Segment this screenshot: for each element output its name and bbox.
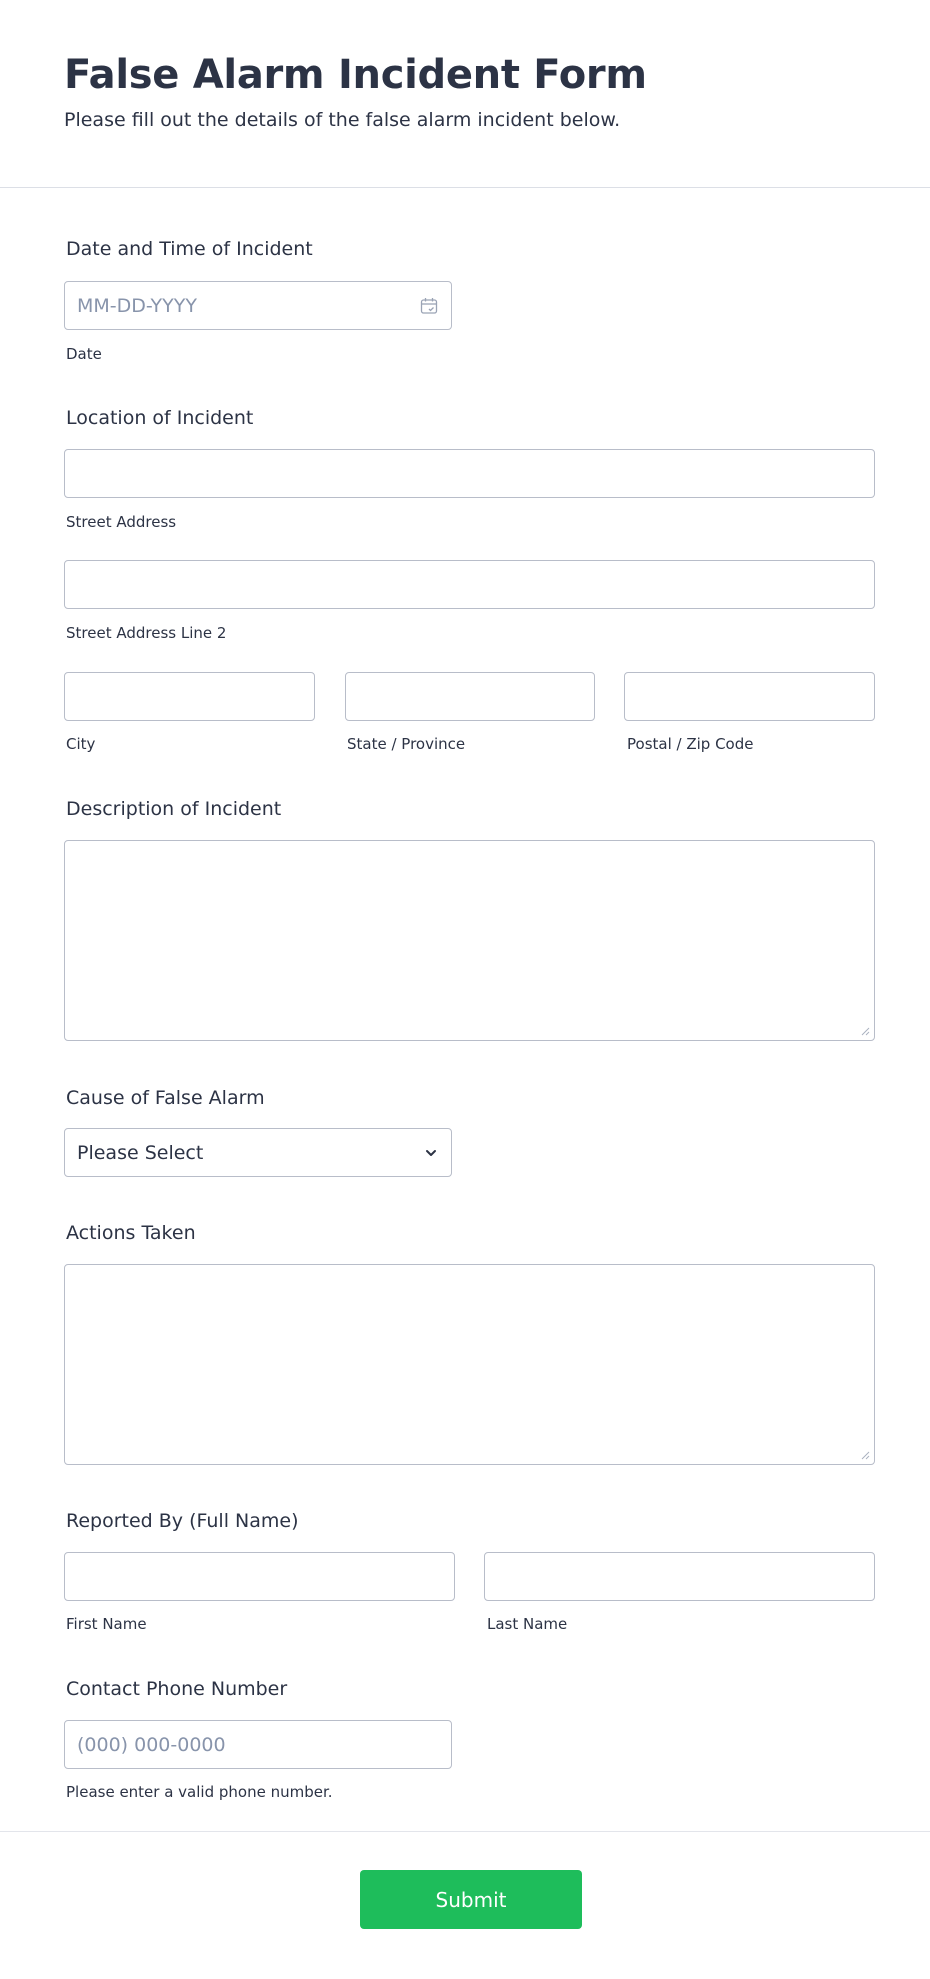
resize-handle-icon[interactable] bbox=[860, 1450, 870, 1460]
last-name-sublabel: Last Name bbox=[487, 1615, 568, 1633]
phone-placeholder: (000) 000-0000 bbox=[77, 1733, 226, 1756]
city-input[interactable] bbox=[64, 672, 315, 721]
first-name-sublabel: First Name bbox=[66, 1615, 147, 1633]
zip-code-input[interactable] bbox=[624, 672, 875, 721]
cause-select[interactable] bbox=[64, 1128, 452, 1177]
city-sublabel: City bbox=[66, 735, 96, 753]
cause-selected-value: Please Select bbox=[77, 1141, 204, 1164]
form-header bbox=[0, 0, 930, 188]
description-textarea[interactable] bbox=[64, 840, 875, 1041]
date-label: Date and Time of Incident bbox=[66, 238, 313, 260]
page-title: False Alarm Incident Form bbox=[64, 52, 647, 98]
street-address-sublabel: Street Address bbox=[66, 513, 177, 531]
phone-input[interactable] bbox=[64, 1720, 452, 1769]
actions-textarea[interactable] bbox=[64, 1264, 875, 1465]
date-sublabel: Date bbox=[66, 345, 102, 363]
actions-label: Actions Taken bbox=[66, 1222, 196, 1244]
street-address-line2-sublabel: Street Address Line 2 bbox=[66, 624, 227, 642]
zip-code-sublabel: Postal / Zip Code bbox=[627, 735, 754, 753]
date-input[interactable] bbox=[64, 281, 452, 330]
submit-button[interactable]: Submit bbox=[360, 1870, 582, 1929]
street-address-line2-input[interactable] bbox=[64, 560, 875, 609]
resize-handle-icon[interactable] bbox=[860, 1026, 870, 1036]
phone-label: Contact Phone Number bbox=[66, 1678, 288, 1700]
date-placeholder: MM-DD-YYYY bbox=[77, 294, 197, 317]
page-subtitle: Please fill out the details of the false alarm incident below. bbox=[64, 109, 621, 131]
footer-divider bbox=[0, 1831, 930, 1832]
first-name-input[interactable] bbox=[64, 1552, 455, 1601]
street-address-input[interactable] bbox=[64, 449, 875, 498]
calendar-icon[interactable] bbox=[420, 297, 438, 315]
cause-label: Cause of False Alarm bbox=[66, 1087, 265, 1109]
location-label: Location of Incident bbox=[66, 407, 254, 429]
phone-hint: Please enter a valid phone number. bbox=[66, 1783, 333, 1801]
state-sublabel: State / Province bbox=[347, 735, 466, 753]
state-input[interactable] bbox=[345, 672, 595, 721]
chevron-down-icon[interactable] bbox=[423, 1145, 439, 1161]
reporter-label: Reported By (Full Name) bbox=[66, 1510, 299, 1532]
description-label: Description of Incident bbox=[66, 798, 282, 820]
last-name-input[interactable] bbox=[484, 1552, 875, 1601]
